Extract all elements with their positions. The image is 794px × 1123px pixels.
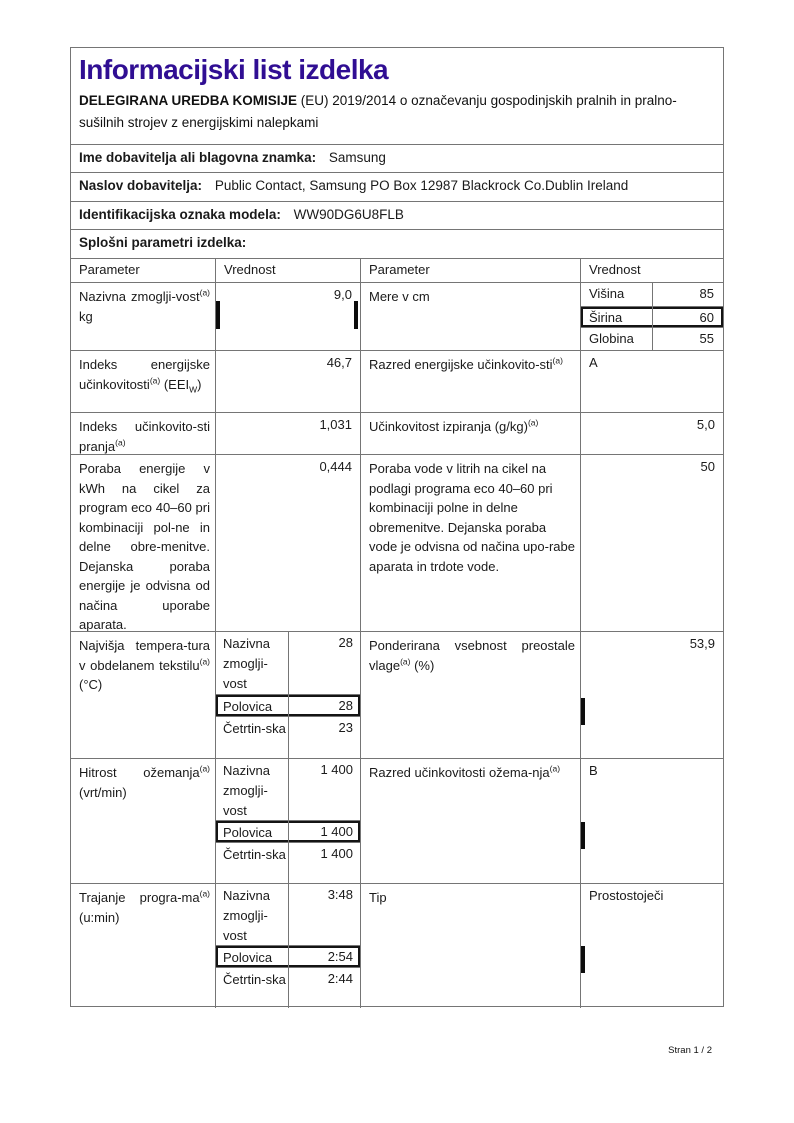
subrow-half-load: [216, 820, 360, 842]
model-id-row: [71, 201, 723, 229]
subrow-label: Četrtin-ska: [223, 847, 286, 862]
supplier-name-value: Samsung: [328, 150, 386, 165]
value-rinsing-effectiveness: 5,0: [580, 413, 723, 454]
subrow-quarter-load: [216, 967, 360, 1008]
param-spin-class: Razred učinkovitosti ožema-nja$^{(a)}$: [360, 759, 580, 883]
dim-label-globina: Globina: [589, 331, 634, 347]
dim-label-sirina: Širina: [589, 309, 623, 325]
supplier-address-value: Public Contact, Samsung PO Box 12987 Blackrock Co.Dublin Ireland: [214, 178, 629, 193]
param-residual-moisture: Ponderirana vsebnost preostale vlage$^{(a)}$ (%): [360, 632, 580, 758]
page-number: Stran 1 / 2: [668, 1045, 712, 1056]
subrow-half-load: [216, 945, 360, 967]
param-programme-duration: Trajanje progra-$ma^{(a)}$ (u:min): [79, 888, 210, 925]
table-row: [71, 631, 723, 758]
caret-artifact: [581, 822, 585, 849]
param-rinsing-effectiveness: Učinkovitost izpiranja $(g/kg)^{(a)}$: [360, 413, 580, 454]
subrow-value: 2:44: [288, 968, 360, 1008]
subrow-value: 3:48: [288, 884, 360, 946]
param-washing-index: Indeks učinkovito-sti pranja$^{(a)}$: [79, 419, 210, 454]
product-info-sheet: [70, 47, 724, 1007]
temperature-subtable: [215, 632, 360, 758]
subrow-value: 1 400: [288, 821, 360, 843]
col-header-parameter-left: Parameter: [79, 262, 140, 277]
subrow-value: 28: [288, 695, 360, 717]
table-row: [71, 282, 723, 350]
intro-section: [71, 48, 723, 144]
subrow-label: Četrtin-ska: [223, 721, 286, 737]
param-max-temperature: Najvišja tempera-tura v obdelanem tekstilu$^{(a)}$ (°C): [79, 638, 210, 692]
general-params-label: Splošni parametri izdelka:: [79, 235, 247, 250]
subrow-value: 1 400: [288, 759, 360, 821]
subrow-label: Polovica: [223, 699, 273, 715]
subrow-rated-capacity: [216, 632, 360, 694]
subrow-value: 1 400: [288, 843, 360, 883]
param-rated-capacity: Nazivna zmoglji-vost$^{(a)}$ kg: [79, 287, 210, 324]
dim-value-sirina: 60: [652, 307, 723, 328]
param-energy-consumption: Poraba energije v kWh na cikel za program eco 40–60 pri kombinaciji pol-ne in delne obre-menitve. Dejanska poraba energije je odvisna od načina uporabe aparata.: [79, 461, 210, 631]
supplier-address-row: [71, 172, 723, 201]
param-dimensions: Mere v cm: [360, 283, 580, 350]
subrow-rated-capacity: [216, 884, 360, 945]
value-residual-moisture: 53,9: [580, 632, 723, 758]
subrow-rated-capacity: [216, 759, 360, 820]
dim-value-visina: 85: [652, 283, 723, 306]
caret-artifact: [581, 698, 585, 725]
value-washing-index: 1,031: [215, 413, 360, 454]
duration-subtable: [215, 884, 360, 1008]
subrow-label: Nazivna zmoglji-vost: [223, 888, 270, 943]
model-id-label: Identifikacijska oznaka modela:: [79, 207, 281, 222]
spin-speed-subtable: [215, 759, 360, 883]
param-energy-index: Indeks energijske učinkovitosti$^{(a)}$ $(EEI_W)$: [79, 357, 210, 395]
value-type: Prostostoječi: [580, 884, 723, 1008]
col-header-value-right: Vrednost: [580, 259, 723, 282]
supplier-address-label: Naslov dobavitelja:: [79, 178, 203, 193]
dimension-row-height: [581, 283, 723, 306]
dimensions-subtable: [580, 283, 723, 350]
regulation-text: [79, 90, 715, 134]
value-energy-consumption: 0,444: [215, 455, 360, 631]
regulation-rest: (EU) 2019/2014 o označevanju gospodinjskih pralnih in pralno-sušilnih strojev z energijskimi nalepkami: [79, 93, 677, 130]
subrow-label: Nazivna zmoglji-vost: [223, 763, 270, 818]
caret-artifact: [216, 301, 220, 329]
table-row: [71, 454, 723, 631]
caret-artifact: [354, 301, 358, 329]
subrow-value: 28: [288, 632, 360, 694]
subrow-label: Polovica: [223, 950, 273, 965]
supplier-name-label: Ime dobavitelja ali blagovna znamka:: [79, 150, 317, 165]
dimension-row-depth: [581, 327, 723, 350]
param-type: Tip: [360, 884, 580, 1008]
col-header-parameter-right: Parameter: [360, 259, 580, 282]
param-spin-speed: Hitrost ožemanja$^{(a)}$ (vrt/min): [79, 763, 210, 800]
subrow-label: Nazivna zmoglji-vost: [223, 636, 270, 691]
supplier-name-row: [71, 144, 723, 172]
general-params-row: [71, 229, 723, 258]
model-id-value: WW90DG6U8FLB: [293, 207, 404, 222]
dimension-row-width: [581, 306, 723, 328]
table-row: [71, 883, 723, 1008]
table-header-row: [71, 258, 723, 282]
value-water-consumption: 50: [580, 455, 723, 631]
dim-label-visina: Višina: [589, 286, 625, 301]
value-rated-capacity: 9,0: [215, 283, 360, 350]
subrow-label: Četrtin-ska: [223, 972, 286, 987]
value-energy-class: A: [580, 351, 723, 412]
col-header-value-left: Vrednost: [215, 259, 360, 282]
subrow-value: 2:54: [288, 946, 360, 968]
subrow-value: 23: [288, 717, 360, 758]
table-row: [71, 412, 723, 454]
dim-value-globina: 55: [652, 328, 723, 350]
value-spin-class: B: [580, 759, 723, 883]
subrow-half-load: [216, 694, 360, 716]
value-energy-index: 46,7: [215, 351, 360, 412]
table-row: [71, 350, 723, 412]
caret-artifact: [581, 946, 585, 973]
table-row: [71, 758, 723, 883]
subrow-quarter-load: [216, 716, 360, 758]
param-water-consumption: Poraba vode v litrih na cikel na podlagi programa eco 40–60 pri kombinaciji polne in delne obremenitve. Dejanska poraba vode je odvisna od načina upo-rabe aparata in trdote vode.: [360, 455, 580, 631]
param-energy-class: Razred energijske učinkovito-sti$^{(a)}$: [360, 351, 580, 412]
subrow-label: Polovica: [223, 825, 273, 840]
page-title: Informacijski list izdelka: [79, 54, 389, 85]
subrow-quarter-load: [216, 842, 360, 883]
regulation-bold: DELEGIRANA UREDBA KOMISIJE: [79, 93, 298, 108]
